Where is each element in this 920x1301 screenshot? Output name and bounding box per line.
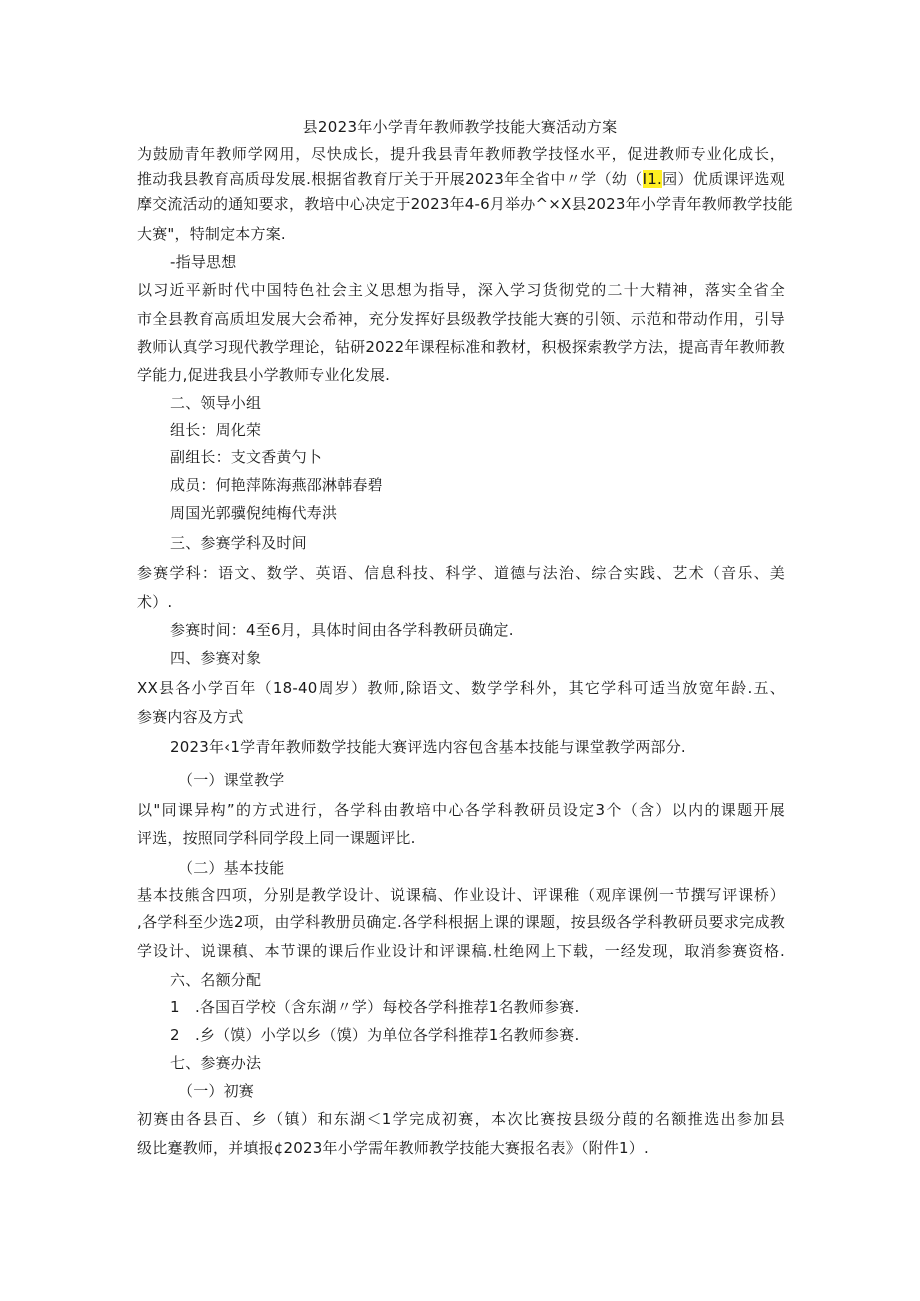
section-5-intro: 2023年‹1学青年教师数学技能大赛评选内容包含基本技能与课堂教学两部分.: [170, 738, 686, 756]
leader-line: 组长：周化荣: [170, 421, 262, 439]
skills-line-1: 基本技熊含四项，分别是教学设计、说课稿、作业设计、评课稚（观庠课例一节撰写评课桥）: [137, 886, 785, 904]
intro-line-2-text-a: 推动我县教育高质母发展.根据省教育厅关于开展2023年全省中〃学（幼（: [137, 170, 643, 188]
section-2-heading: 二、领导小组: [170, 394, 262, 412]
preliminary-line-2: 级比蹇教师，并填报¢2023年小学需年教师教学技能大赛报名表》（附件1）.: [137, 1139, 649, 1157]
subsection-classroom-heading: （一）课堂教学: [178, 771, 285, 789]
section-1-line-1: 以习近平新时代中国特色社会主义思想为指导，深入学习货彻党的二十大精神，落实全省全: [137, 281, 785, 299]
section-1-line-3: 教师认真学习现代教学理论，钻研2022年课程标准和教材，积极探索教学方法，提高青年教师教: [137, 338, 785, 356]
members-line-2: 周国光郭骥倪纯梅代寿洪: [170, 504, 338, 522]
preliminary-line-1: 初赛由各县百、乡（镇）和东湖＜1学完成初赛，本次比赛按县级分葭的名额推选出参加县: [137, 1110, 785, 1128]
document-title: 县2023年小学青年教师教学技能大赛活动方案: [302, 118, 618, 136]
quota-item-2: 2 .乡（馍）小学以乡（馍）为单位各学科推荐1名教师参赛.: [170, 1026, 580, 1044]
section-3-heading: 三、参赛学科及时间: [170, 534, 307, 552]
intro-line-1: 为鼓励青年教师学网用，尽快成长，提升我县青年教师教学技怪水平，促进教师专业化成长，: [137, 145, 785, 163]
intro-line-2-text-b: 园）优质课评选观: [661, 170, 785, 188]
section-4-line-1: XX县各小学百年（18-40周岁）教师,除语文、数学学科外，其它学科可适当放宽年龄.五、: [137, 679, 785, 697]
section-1-heading: -指导思想: [170, 253, 237, 271]
intro-line-3: 摩交流活动的通知要求，教培中心决定于2023年4-6月举办^×X县2023年小学青年教师教学技能: [137, 195, 793, 213]
time-line: 参赛时间：4至6月，具体时间由各学科教研员确定.: [170, 621, 514, 639]
subjects-line-2: 术）.: [137, 593, 173, 611]
subsection-skills-heading: （二）基本技能: [178, 859, 285, 877]
deputy-leader-line: 副组长：支文香黄勺卜: [170, 448, 323, 466]
section-1-line-2: 市全县教育高质坦发展大会希神，充分发挥好县级教学技能大赛的引领、示范和带动作用，引导: [137, 310, 785, 328]
subsection-preliminary-heading: （一）初赛: [178, 1082, 255, 1100]
skills-line-3: 学设计、说课稹、本节课的课后作业设计和评课稿.杜绝网上下载，一经发现，取消参赛资格.: [137, 942, 785, 960]
highlighted-text: I1.: [642, 170, 662, 188]
section-7-heading: 七、参赛办法: [170, 1054, 262, 1072]
classroom-line-1: 以"同课异构”的方式进行，各学科由教培中心各学科教研员设定3个（含）以内的课题开展: [137, 801, 785, 819]
intro-line-2: [137, 168, 785, 190]
subjects-line-1: 参赛学科：语文、数学、英语、信息科技、科学、道德与法治、综合实践、艺术（音乐、美: [137, 564, 785, 582]
section-4-line-2: 参赛内容及方式: [137, 708, 244, 726]
classroom-line-2: 评选，按照同学科同学段上同一课题评比.: [137, 829, 416, 847]
intro-line-4: 大赛"，特制定本方案.: [137, 225, 286, 243]
members-line-1: 成员：何艳萍陈海燕邵淋韩春碧: [170, 476, 383, 494]
quota-item-1: 1 .各国百学校（含东湖〃学）每校各学科推荐1名教师参赛.: [170, 998, 580, 1016]
skills-line-2: ,各学科至少选2项，由学科教册员确定.各学科根据上课的课题，按县级各学科教研员要求完成教: [137, 913, 785, 931]
section-1-line-4: 学能力,促进我县小学教师专业化发展.: [137, 366, 391, 384]
section-4-heading: 四、参赛对象: [170, 649, 262, 667]
section-6-heading: 六、名额分配: [170, 971, 262, 989]
